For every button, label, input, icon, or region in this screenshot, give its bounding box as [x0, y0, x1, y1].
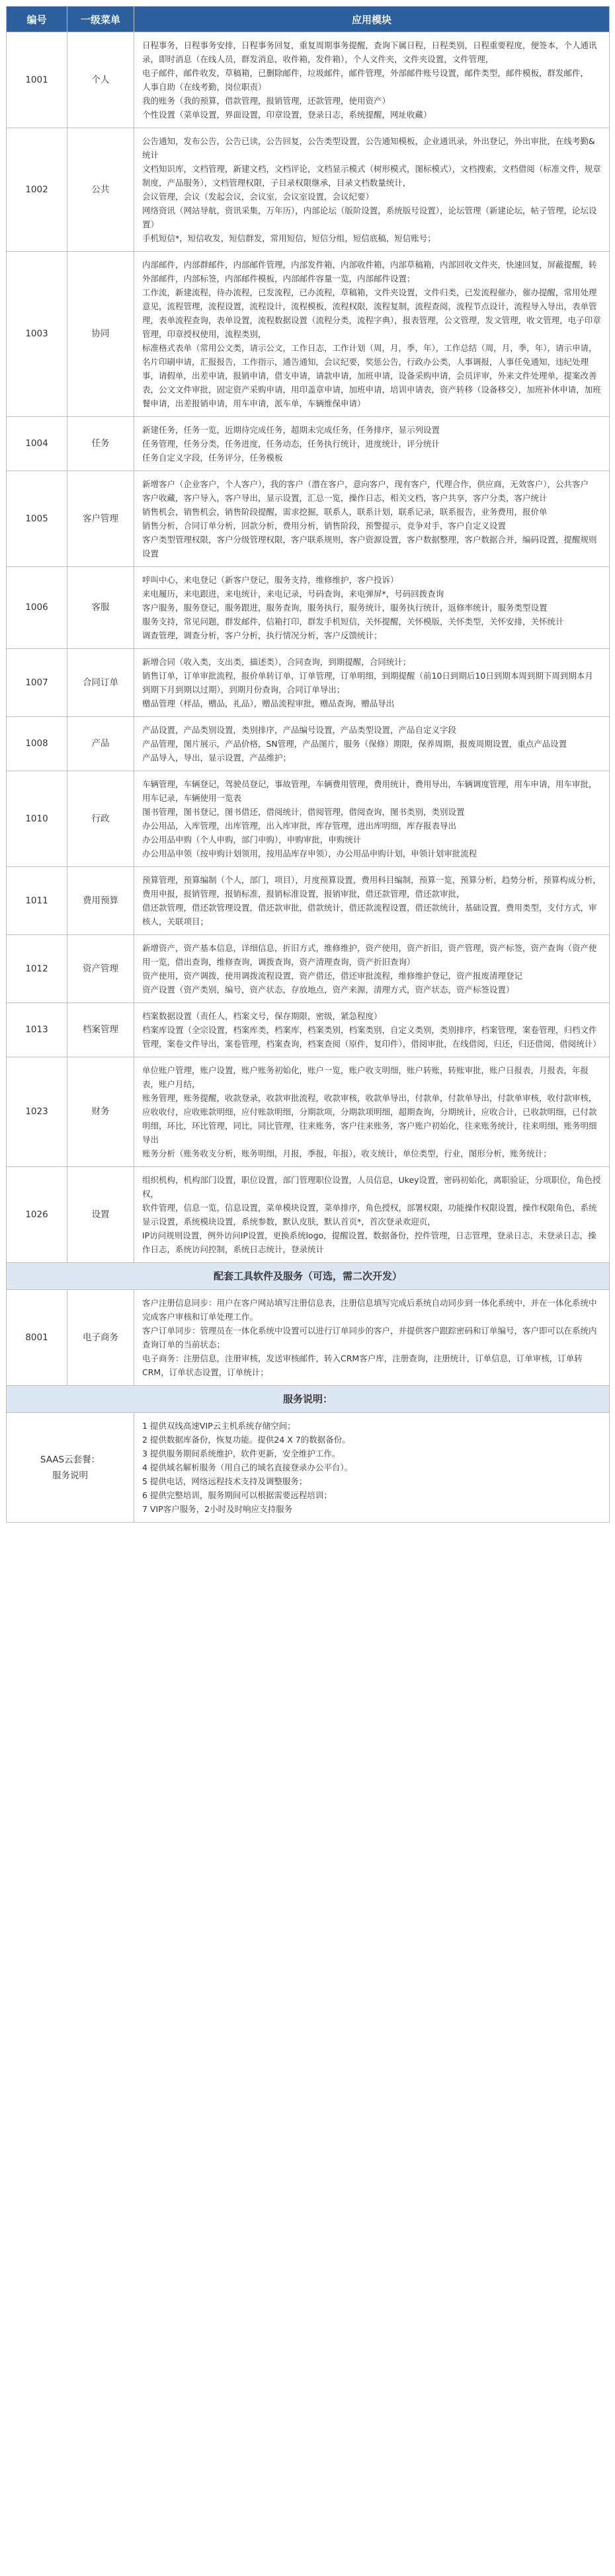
- row-menu: 档案管理: [67, 1003, 134, 1057]
- module-line: 产品管理，图片展示，产品价格，SN管理，产品图片，服务（保修）期限，保养周期，报废周期设置，重点产品设置: [142, 739, 567, 749]
- table-row: [7, 1290, 610, 1386]
- module-line: IP访问规则设置，例外访问IP设置，更换系统logo，提醒设置，数据备份，控件管理，日志管理，登录日志，未登录日志，操作日志，系统访问控制，系统日志统计，登录统计: [142, 1231, 596, 1254]
- module-line: 电子商务：注册信息，注册审核，发送审核邮件，转入CRM客户库，注册查询，注册统计，订单信息，订单审核，订单转CRM，订单状态设置，订单统计；: [142, 1353, 583, 1377]
- module-line: 客户注册信息同步：用户在客户网站填写注册信息表，注册信息填写完成后系统自动同步到一体化系统中，并在一体化系统中完成客户审核和订单处理工作。: [142, 1298, 597, 1322]
- module-line: 组织机构，机构部门设置，职位设置，部门管理职位设置，人员信息，Ukey设置，密码初始化，离职验证，分项职位，角色授权，: [142, 1175, 601, 1199]
- row-code: 8001: [7, 1290, 67, 1386]
- row-modules: [134, 1057, 610, 1167]
- module-line: 标准格式表单（常用公文类，请示公文，工作日志，工作计划（周，月，季，年），工作总结（周，月，季，年），请示申请，名片印刷申请，汇报报告，工作指示，通告通知，会议纪要，奖惩公告，行政办公类，人事调报，人事任免通知，违纪处理事，请假单，出差申请，报销申请，借支申请，请款申请，加班申请，设备采购申请，会员评审，外来文件处理单，提案改善表，公文文件审批，固定资产采购申请，用印盖章申请，加班申请，培训申请表，资产转移（设备移交），加班补休申请，加班餐申请，出差报销申请，用车申请，派车单，车辆维保申请）: [142, 343, 601, 408]
- module-line: 客户服务，服务登记，服务跟进，服务查询，服务执行，服务统计，服务执行统计，返修率统计，服务类型设置: [142, 603, 548, 613]
- module-line: 工作流，新建流程，待办流程，已发流程，已办流程，草稿箱，文件夹设置，文件归类，已发流程催办，催办提醒，常用处理意见，流程管理，流程设置，流程设计，流程模板，流程权限，流程复制，流程查阅，流程节点设计，流程导入导出，表单管理，表单流程查询，表单设置，流程数据设置（流程分类，流程字典），报表管理，公文管理，发文管理，收文管理，电子印章管理，印章授权使用，流程类别，: [142, 287, 601, 339]
- module-line: 单位账户管理，账户设置，账户账务初始化，账户一览，账户收支明细，账户转账，转账审批，账户日报表，月报表，年报表，账户月结，: [142, 1065, 589, 1089]
- service-section-title: 服务说明：: [7, 1386, 610, 1413]
- module-line: 任务管理，任务分类，任务进度，任务动态，任务执行统计，进度统计，评分统计: [142, 439, 440, 449]
- row-menu: 资产管理: [67, 935, 134, 1003]
- module-line: 内部邮件，内部群邮件，内部邮件管理，内部发件箱，内部收件箱，内部草稿箱，内部回收文件夹，快速回复，屏蔽提醒，转外部邮件，内部标签，内部邮件模板，内部邮件容量一览，内部邮件设置；: [142, 260, 597, 284]
- module-line: 个性设置（菜单设置，界面设置，印章设置，登录日志，系统提醒，网址收藏）: [142, 110, 432, 120]
- module-line: 赠品管理（样品，赠品，礼品），赠品流程审批，赠品查询，赠品导出: [142, 699, 395, 708]
- header-code: 编号: [7, 7, 67, 32]
- table-row: [7, 567, 610, 649]
- module-line: 费用申报，报销管理，报销标准，报销标准设置，报销审批，借还款管理，借还款审批，: [142, 889, 465, 899]
- service-section: [7, 1386, 610, 1523]
- module-line: 新增合同（收入类，支出类，描述类），合同查询，到期提醒，合同统计；: [142, 657, 411, 667]
- row-code: 1023: [7, 1057, 67, 1167]
- service-item: 4 提供域名解析服务（用自己的域名直接登录办公平台）。: [142, 1462, 353, 1472]
- module-rows: [7, 32, 610, 1263]
- module-line: 文档知识库，文档管理，新建文档，文档评论，文档显示模式（树形模式，图标模式），文档搜索，文档借阅（标准文件，规章制度，产品服务），文档管理权限，子目录权限继承，目录文档数量统计，: [142, 164, 601, 188]
- service-item: 2 提供数据库备份，恢复功能。提供24 X 7的数据备份。: [142, 1435, 350, 1445]
- module-line: 任务自定义字段，任务评分，任务模板: [142, 453, 283, 463]
- module-line: 来电履历，来电跟进，来电统计，来电记录，号码查询，来电弹屏*，号码回拨查询: [142, 589, 444, 599]
- table-row: [7, 1167, 610, 1263]
- row-modules: [134, 1290, 610, 1386]
- row-menu: 费用预算: [67, 867, 134, 935]
- row-menu: 行政: [67, 771, 134, 867]
- module-line: 客户订单同步：管理员在一体化系统中设置可以进行订单同步的客户，并提供客户跟踪密码和订单编号，客户即可以在系统内查询订单的当前状态；: [142, 1326, 597, 1349]
- module-line: 网络资讯（网站导航，资讯采集，万年历），内部论坛（版阶设置，系统版号设置），论坛管理（新建论坛，帖子管理，论坛设置）: [142, 206, 597, 229]
- row-modules: [134, 717, 610, 771]
- module-line: 档案库设置（全宗设置，档案库类，档案库，档案类别，档案类别，自定义类别，类别排序，档案管理，案卷管理，归档文件管理，案卷文件导出，案卷管理，档案查询，档案查阅（原件，复印件），借阅审批，在线借阅，归还，归还借阅，借阅统计）: [142, 1025, 601, 1049]
- module-line: 办公用品，入库管理，出库管理，出入库审批，库存管理，进出库明细，库存报表导出: [142, 821, 457, 831]
- row-modules: [134, 771, 610, 867]
- row-code: 1006: [7, 567, 67, 649]
- module-line: 手机短信*，短信收发，短信群发，常用短信，短信分组，短信底稿，短信账号；: [142, 233, 436, 243]
- page-container: [6, 6, 609, 1523]
- row-menu: 电子商务: [67, 1290, 134, 1386]
- table-row: [7, 417, 610, 471]
- row-code: 1010: [7, 771, 67, 867]
- module-line: 销售订单，订单审批流程，报价单转订单，订单管理，订单明细，到期提醒（前10日到期后10日到期本周到期下周到期本月到期下月到期以过期），到期月份查询，合同订单导出；: [142, 671, 593, 695]
- module-line: 车辆管理，车辆登记，驾驶员登记，事故管理，车辆费用管理，费用统计，费用导出，车辆调度管理，用车申请，用车审批，用车记录，车辆使用一览表: [142, 779, 597, 803]
- row-code: 1004: [7, 417, 67, 471]
- row-code: 1013: [7, 1003, 67, 1057]
- row-modules: [134, 252, 610, 417]
- service-items: [134, 1413, 610, 1523]
- row-menu: 个人: [67, 32, 134, 128]
- row-modules: [134, 471, 610, 567]
- module-line: 产品导入，导出，显示设置，产品维护；: [142, 753, 292, 763]
- module-line: 新建任务，任务一览，近期待完成任务，超期未完成任务，任务排序，显示列设置: [142, 425, 440, 435]
- module-line: 办公用品申购（个人申购，部门申购），申购审批，申购统计: [142, 835, 362, 845]
- row-menu: 客服: [67, 567, 134, 649]
- table-row: [7, 32, 610, 128]
- module-line: 客户收藏，客户导入，客户导出，显示设置，汇总一览，操作日志，相关文档，客户共享，客户分类，客户统计: [142, 493, 548, 503]
- row-modules: [134, 32, 610, 128]
- module-line: 应收收付，应收账款明细，应付账款明细，分期款项，分期款项明细，超期查询，分期统计，应收合计，已收款明细，已付款明细，环比，环比管理，同比，同比管理，往来账务，客户往来账务，客户账户初始化，往来账务统计，往来明细，账务明细导出: [142, 1107, 597, 1145]
- row-modules: [134, 567, 610, 649]
- row-menu: 设置: [67, 1167, 134, 1263]
- row-modules: [134, 649, 610, 717]
- row-code: 1001: [7, 32, 67, 128]
- row-modules: [134, 1003, 610, 1057]
- module-line: 呼叫中心，来电登记（新客户登记，服务支持，维修维护，客户投诉）: [142, 575, 399, 585]
- row-menu: 任务: [67, 417, 134, 471]
- row-code: 1005: [7, 471, 67, 567]
- row-code: 1007: [7, 649, 67, 717]
- row-code: 1011: [7, 867, 67, 935]
- row-menu: 客户管理: [67, 471, 134, 567]
- module-line: 资产使用，资产调拨，使用调拨流程设置，资产借还，借还审批流程，维修维护登记，资产报废清理登记: [142, 971, 523, 981]
- table-row: [7, 771, 610, 867]
- row-menu: 产品: [67, 717, 134, 771]
- table-row: [7, 252, 610, 417]
- module-line: 账务管理，账务提醒，收款登录，收款审批流程，收款审核，收款单导出，付款单，付款单导出，付款单审核，收付款审核，: [142, 1093, 597, 1103]
- module-line: 人事自助（在线考勤，岗位职责）: [142, 82, 266, 92]
- row-modules: [134, 867, 610, 935]
- row-modules: [134, 935, 610, 1003]
- module-line: 产品设置，产品类别设置，类别排序，产品编号设置，产品类型设置，产品自定义字段: [142, 725, 457, 735]
- row-code: 1008: [7, 717, 67, 771]
- addon-section: [7, 1263, 610, 1386]
- row-modules: [134, 417, 610, 471]
- module-line: 公告通知，发布公告，公告已读，公告回复，公告类型设置，公告通知模板，企业通讯录，外出登记，外出审批，在线考勤&统计: [142, 136, 595, 160]
- service-item: 7 VIP客户服务，2小时及时响应支持服务: [142, 1504, 293, 1514]
- module-line: 会议管理，会议（发起会议，会议室，会议室设置，会议纪要）: [142, 192, 374, 202]
- module-line: 账务分析（账务收支分析，账务明细，月报，季报，年报），收支统计，单位类型，行业，图形分析，账务统计；: [142, 1149, 552, 1158]
- module-line: 销售机会，销售机会，销售阶段提醒，需求挖掘，联系人，联系计划，联系记录，联系报告，业务费用，报价单: [142, 507, 548, 517]
- module-line: 调查管理，调查分析，客户分析，执行情况分析，客户反馈统计；: [142, 630, 382, 640]
- table-row: [7, 649, 610, 717]
- table-row: [7, 128, 610, 252]
- table-row: [7, 1003, 610, 1057]
- module-line: 客户类型管理权限，客户分级管理权限，客户联系规则，客户资源设置，客户数据整理，客户数据合并，编码设置，提醒规则设置: [142, 535, 597, 558]
- table-row: [7, 867, 610, 935]
- service-item: 6 提供完整培训，服务期间可以根据需要远程培训；: [142, 1490, 332, 1500]
- header-modules: 应用模块: [134, 7, 610, 32]
- row-modules: [134, 128, 610, 252]
- table-row: [7, 717, 610, 771]
- module-line: 档案数据设置（责任人，档案文号，保存期限，密级，紧急程度）: [142, 1011, 382, 1021]
- row-menu: 公共: [67, 128, 134, 252]
- table-row: [7, 935, 610, 1003]
- row-menu: 合同订单: [67, 649, 134, 717]
- service-label-line: 服务说明: [52, 1470, 88, 1481]
- addon-section-title: 配套工具软件及服务（可选，需二次开发）: [7, 1263, 610, 1290]
- service-label: [7, 1413, 134, 1523]
- application-module-table: [6, 6, 610, 1523]
- service-item: 3 提供服务期间系统维护，软件更新，安全维护工作。: [142, 1449, 341, 1458]
- module-line: 办公用品申领（按申购计划领用，按用品库存申领），办公用品申购计划，申领计划审批流程: [142, 849, 477, 858]
- module-line: 软件管理，信息一览，信息设置，菜单模块设置，菜单排序，角色授权，部署权限，功能操作权限设置，操作权限角色，系统显示设置，系统模块设置，系统参数，默认皮肤，默认首页*，首次登录欢迎页，: [142, 1203, 597, 1227]
- service-row: [7, 1413, 610, 1523]
- module-line: 图书管理，图书登记，图书借还，借阅统计，借阅管理，借阅查询，图书类别，类别设置: [142, 807, 465, 817]
- row-menu: 财务: [67, 1057, 134, 1167]
- module-line: 我的账务（我的预算，借款管理，报销管理，还款管理，使用资产）: [142, 96, 391, 106]
- module-line: 借还款管理，借还款管理设置，借还款审批，借款统计，借还款流程设置，借还款统计，基础设置，费用类型，支付方式，审核人，关联项目；: [142, 903, 597, 927]
- module-line: 预算管理，预算编制（个人，部门，项目），月度预算设置，费用科目编制，预算一览，预算分析，趋势分析，预算构成分析，: [142, 875, 601, 885]
- table-row: [7, 1057, 610, 1167]
- service-label-line: SAAS云套餐：: [40, 1454, 101, 1465]
- module-line: 销售分析，合同订单分析，回款分析，费用分析，销售阶段，预警提示，竞争对手，客户自定义设置: [142, 521, 507, 531]
- row-code: 1026: [7, 1167, 67, 1263]
- row-code: 1003: [7, 252, 67, 417]
- module-line: 新增客户（企业客户，个人客户），我的客户（潜在客户，意向客户，现有客户，代理合作，供应商，无效客户），公共客户: [142, 479, 589, 489]
- module-line: 服务支持，常见问题，群发邮件，信箱打印，群发手机短信，关怀提醒，关怀模版，关怀类型，关怀安排，关怀统计: [142, 617, 564, 626]
- table-row: [7, 471, 610, 567]
- row-code: 1012: [7, 935, 67, 1003]
- header-menu: 一级菜单: [67, 7, 134, 32]
- row-code: 1002: [7, 128, 67, 252]
- row-modules: [134, 1167, 610, 1263]
- module-line: 资产设置（资产类别，编号，资产状态，存放地点，资产来源，清理方式，资产状态，资产标签设置）: [142, 985, 514, 995]
- module-line: 电子邮件，邮件收发，草稿箱，已删除邮件，垃圾邮件，邮件管理，外部邮件账号设置，邮件类型，邮件模板，群发邮件，: [142, 68, 589, 78]
- row-menu: 协同: [67, 252, 134, 417]
- service-item: 5 提供电话，网络远程技术支持及调整服务；: [142, 1476, 308, 1486]
- table-header-row: [7, 7, 610, 32]
- module-line: 日程事务，日程事务安排，日程事务回复，重复周期事务提醒，查询下属日程，日程类别，日程重要程度，便签本，个人通讯录，即时消息（在线人员，群发消息，收件箱，发件箱），个人文件夹，文件夹设置，文件管理，: [142, 40, 597, 64]
- module-line: 新增资产，资产基本信息，详细信息，折旧方式，维修维护，资产使用，资产折旧，资产管理，资产标签，资产查询（资产使用一览，借出查询，维修查询，调拨查询，资产清理查询，资产折旧查询）: [142, 943, 597, 967]
- service-item: 1 提供双线高速VIP云主机系统存储空间；: [142, 1421, 296, 1431]
